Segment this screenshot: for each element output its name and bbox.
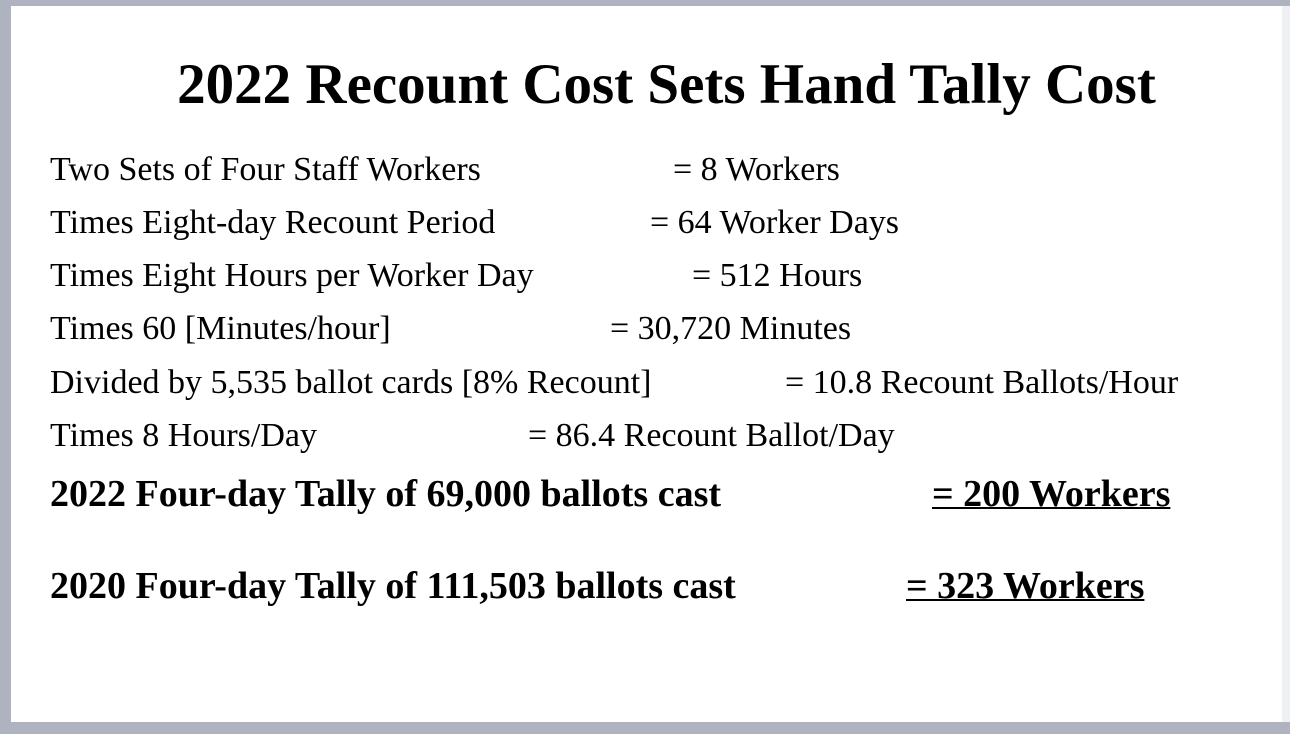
summary-row [50,472,1171,516]
summary-label: 2022 Four-day Tally of 69,000 ballots cast [50,473,722,515]
calc-row [50,257,863,295]
calc-label: Times 8 Hours/Day [50,417,317,454]
calc-result: = 64 Worker Days [650,204,900,241]
slide-title: 2022 Recount Cost Sets Hand Tally Cost [177,53,1156,116]
calc-label: Times Eight-day Recount Period [50,204,496,241]
calc-result: = 30,720 Minutes [610,310,852,347]
calc-row [50,151,840,189]
calc-label: Times 60 [Minutes/hour] [50,310,391,347]
calc-row [50,204,900,242]
summary-row [50,564,1145,608]
calc-row [50,364,1179,402]
calc-result: = 512 Hours [692,257,863,294]
calc-row [50,310,852,348]
calc-label: Times Eight Hours per Worker Day [50,257,534,294]
summary-result: = 200 Workers [932,473,1171,515]
summary-label: 2020 Four-day Tally of 111,503 ballots cast [50,565,736,607]
calc-result: = 8 Workers [673,151,840,188]
calc-result: = 86.4 Recount Ballot/Day [528,417,895,454]
slide [11,6,1282,722]
calc-label: Divided by 5,535 ballot cards [8% Recount] [50,364,652,401]
calc-label: Two Sets of Four Staff Workers [50,151,481,188]
calc-row [50,417,895,455]
calc-result: = 10.8 Recount Ballots/Hour [785,364,1179,401]
summary-result: = 323 Workers [906,565,1145,607]
